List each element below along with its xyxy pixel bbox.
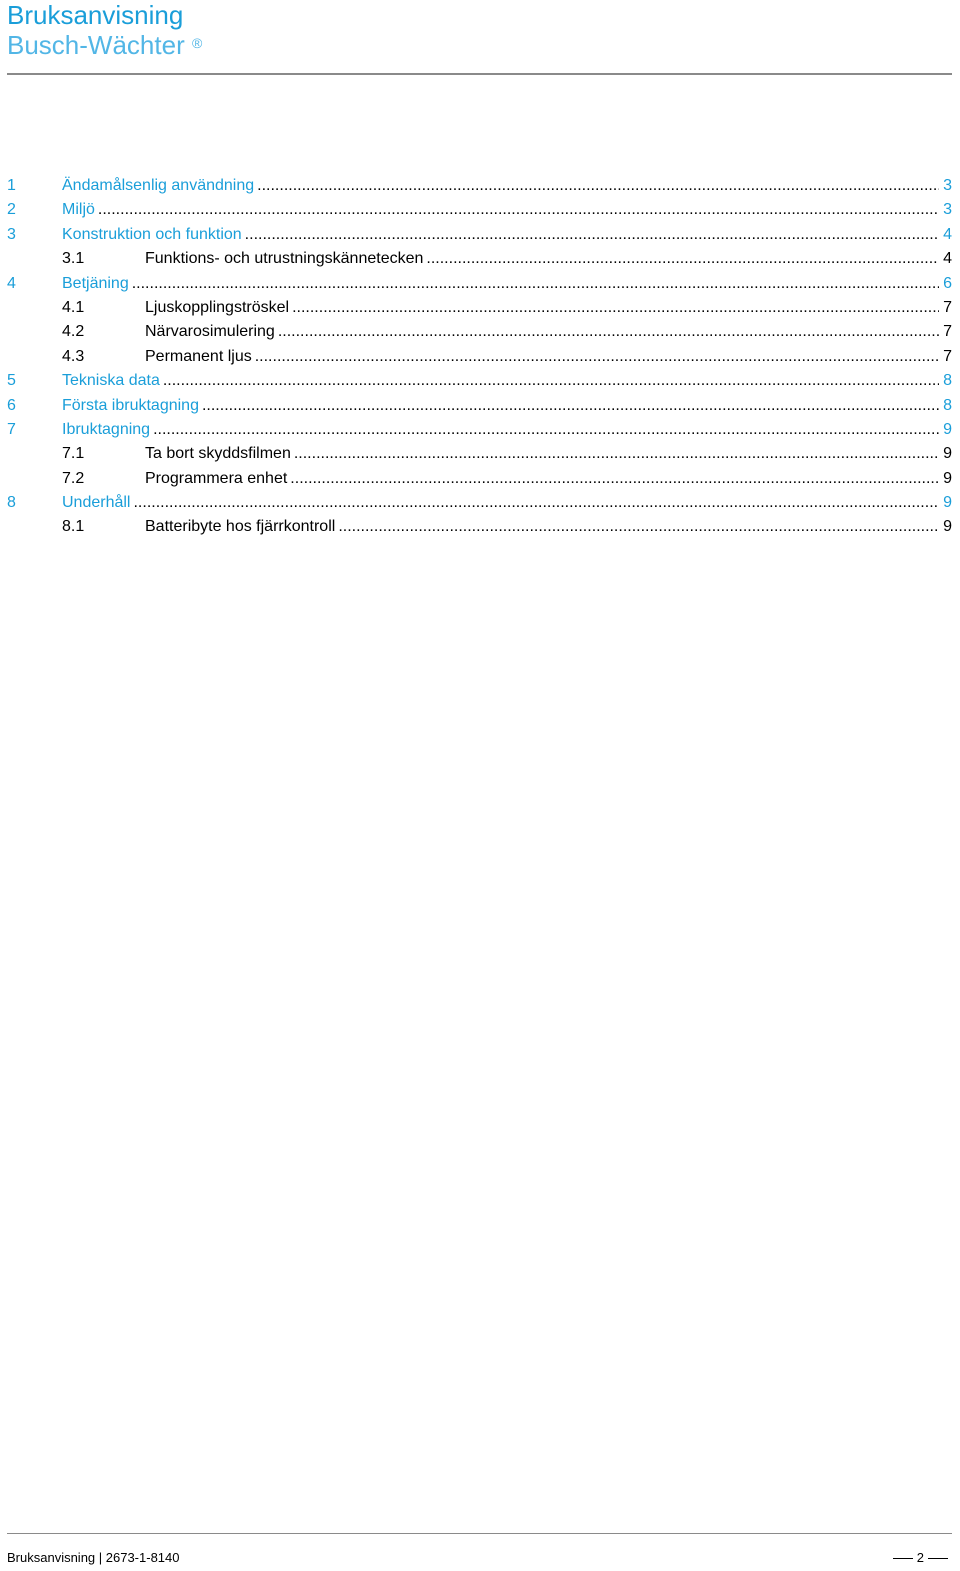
toc-entry-title[interactable]: Miljö: [62, 201, 95, 219]
toc-entry-line: [145, 467, 939, 491]
toc-entry-line: [145, 247, 939, 271]
toc-dot-leader: [257, 174, 939, 198]
toc-entry[interactable]: [7, 272, 952, 296]
toc-entry[interactable]: [7, 491, 952, 515]
toc-entry-number: 3.1: [62, 250, 85, 268]
toc-entry-page[interactable]: 7: [943, 347, 952, 365]
toc-entry-line: [62, 272, 939, 296]
toc-dot-leader: [132, 272, 939, 296]
toc-entry-title[interactable]: Ljuskopplingströskel: [145, 298, 290, 316]
toc-entry-page[interactable]: 3: [943, 177, 952, 194]
document-header: [7, 0, 952, 60]
toc-entry-title[interactable]: Underhåll: [62, 494, 131, 512]
toc-entry-title[interactable]: Funktions- och utrustningskännetecken: [145, 250, 424, 268]
toc-entry[interactable]: [7, 515, 952, 539]
toc-entry[interactable]: [7, 174, 952, 198]
toc-entry-page[interactable]: 9: [943, 518, 952, 536]
toc-entry-title[interactable]: Betjäning: [62, 274, 129, 292]
toc-entry-line: [62, 394, 939, 418]
toc-entry-number: 4.2: [62, 323, 85, 341]
toc-entry-line: [145, 345, 939, 369]
toc-entry[interactable]: [7, 442, 952, 466]
toc-entry-title[interactable]: Batteribyte hos fjärrkontroll: [145, 518, 336, 536]
toc-entry-page[interactable]: 9: [943, 469, 952, 487]
toc-entry-line: [145, 515, 939, 539]
toc-entry[interactable]: [7, 198, 952, 222]
toc-entry-title[interactable]: Programmera enhet: [145, 469, 288, 487]
toc-entry-title[interactable]: Första ibruktagning: [62, 396, 199, 414]
toc-entry[interactable]: [7, 418, 952, 442]
toc-entry-page[interactable]: 8: [943, 372, 952, 390]
toc-entry-line: [62, 369, 939, 393]
toc-entry-title[interactable]: Ändamålsenlig användning: [62, 177, 255, 194]
toc-entry-number: 8.1: [62, 518, 85, 536]
toc-entry-line: [62, 223, 939, 247]
toc-entry-number: 2: [7, 201, 16, 219]
toc-entry-line: [145, 320, 939, 344]
toc-entry-page[interactable]: 6: [943, 274, 952, 292]
toc-dot-leader: [292, 296, 939, 320]
toc-entry[interactable]: [7, 394, 952, 418]
registered-mark: ®: [191, 35, 203, 51]
document-title: Bruksanvisning: [7, 0, 184, 30]
toc-dot-leader: [245, 223, 939, 247]
toc-entry[interactable]: [7, 320, 952, 344]
toc-dot-leader: [426, 247, 939, 271]
toc-entry-page[interactable]: 8: [943, 396, 952, 414]
toc-entry-number: 7.2: [62, 469, 85, 487]
document-subtitle: [7, 30, 952, 60]
toc-entry-title[interactable]: Ta bort skyddsfilmen: [145, 445, 291, 463]
toc-dot-leader: [163, 369, 939, 393]
toc-entry-line: [62, 198, 939, 222]
toc-entry[interactable]: [7, 369, 952, 393]
toc-dot-leader: [255, 345, 939, 369]
toc-dot-leader: [98, 198, 939, 222]
toc-entry-number: 4.1: [62, 298, 85, 316]
toc-entry-number: 7: [7, 420, 16, 438]
toc-entry-line: [62, 491, 939, 515]
toc-dot-leader: [202, 394, 939, 418]
toc-entry-page[interactable]: 9: [943, 445, 952, 463]
footer-divider: [7, 1533, 952, 1534]
footer-page-number: 2: [916, 1550, 924, 1565]
toc-entry-title[interactable]: Konstruktion och funktion: [62, 225, 242, 243]
toc-entry-page[interactable]: 3: [943, 201, 952, 219]
toc-dot-leader: [290, 467, 939, 491]
toc-entry-page[interactable]: 7: [943, 298, 952, 316]
toc-entry[interactable]: [7, 247, 952, 271]
toc-dot-leader: [294, 442, 939, 466]
page-footer: [7, 1549, 952, 1567]
header-divider: [7, 73, 952, 75]
toc-entry-page[interactable]: 9: [943, 494, 952, 512]
toc-entry-line: [62, 418, 939, 442]
footer-document-reference: Bruksanvisning | 2673-1-8140: [7, 1550, 180, 1565]
toc-dot-leader: [153, 418, 939, 442]
toc-entry-number: 3: [7, 225, 16, 243]
toc-entry[interactable]: [7, 296, 952, 320]
toc-entry-number: 4: [7, 274, 16, 292]
toc-entry-number: 6: [7, 396, 16, 414]
toc-dot-leader: [278, 320, 939, 344]
toc-entry[interactable]: [7, 345, 952, 369]
toc-entry-title[interactable]: Närvarosimulering: [145, 323, 275, 341]
toc-entry-number: 7.1: [62, 445, 85, 463]
toc-dot-leader: [133, 491, 939, 515]
product-name: Busch-Wächter: [7, 30, 185, 60]
footer-dash-right: [928, 1558, 948, 1559]
toc-entry[interactable]: [7, 223, 952, 247]
toc-entry-number: 1: [7, 177, 16, 194]
toc-dot-leader: [338, 515, 939, 539]
toc-entry-title[interactable]: Permanent ljus: [145, 347, 252, 365]
footer-page-indicator: [889, 1549, 952, 1567]
toc-entry-page[interactable]: 4: [943, 225, 952, 243]
toc-entry-line: [145, 442, 939, 466]
toc-entry-number: 4.3: [62, 347, 85, 365]
toc-entry-page[interactable]: 7: [943, 323, 952, 341]
toc-entry-line: [145, 296, 939, 320]
toc-entry-line: [62, 174, 939, 198]
table-of-contents: [7, 174, 952, 540]
toc-entry-number: 5: [7, 372, 16, 390]
footer-dash-left: [893, 1558, 913, 1559]
toc-entry-title[interactable]: Ibruktagning: [62, 420, 151, 438]
toc-entry-number: 8: [7, 494, 16, 512]
toc-entry-page[interactable]: 4: [943, 250, 952, 268]
toc-entry-title[interactable]: Tekniska data: [62, 372, 160, 390]
toc-entry[interactable]: [7, 467, 952, 491]
toc-entry-page[interactable]: 9: [943, 420, 952, 438]
